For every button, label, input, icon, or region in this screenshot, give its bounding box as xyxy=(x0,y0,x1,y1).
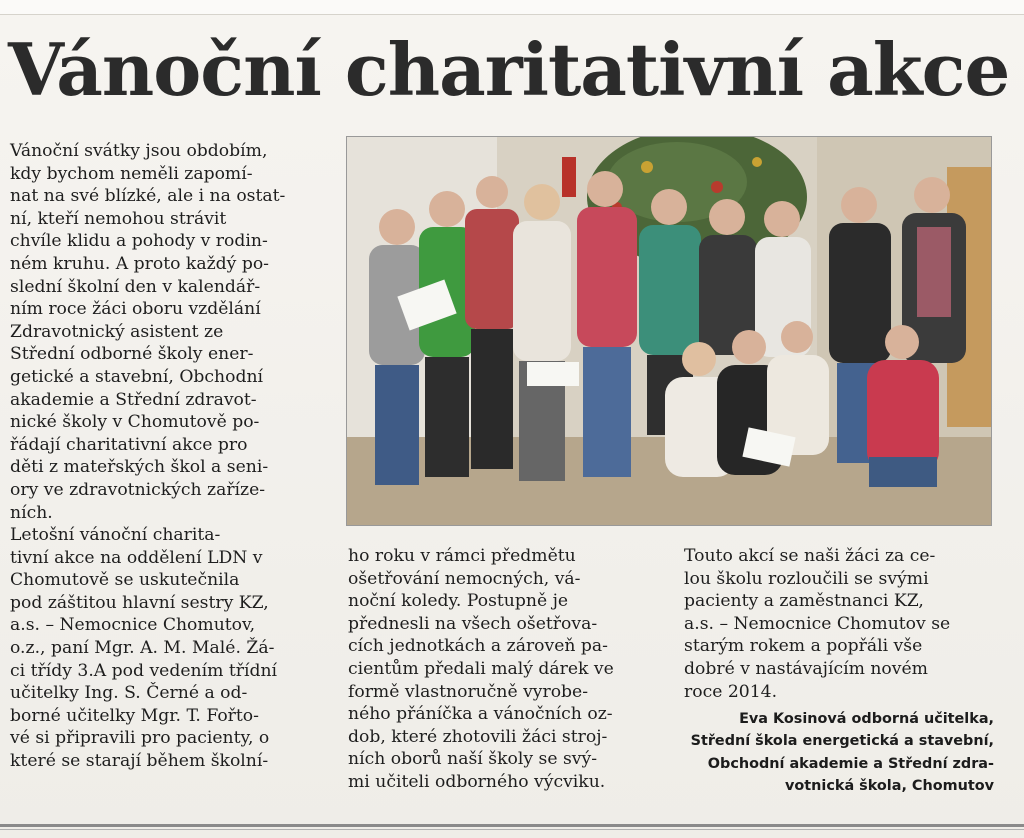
group-photo-illustration xyxy=(347,137,991,525)
top-margin xyxy=(0,0,1024,15)
article-column-2: ho roku v rámci předmětu ošetřování nemocných, vá- noční koledy. Postupně je přednesli na všech ošetřova- cích jednotkách a zároveň pa- cientům předali malý dárek ve formě vlastnoručně vyrobe- ného přáníčka a vánočních oz- dob, které zhotovili žáci stroj- ních oborů naší školy se svý- mi učiteli odborného výcviku. xyxy=(348,546,614,792)
article-signature: Eva Kosinová odborná učitelka, Střední škola energetická a stavební, Obchodní akademie a Střední zdra- votnická škola, Chomutov xyxy=(690,711,994,795)
article-column-1: Vánoční svátky jsou obdobím, kdy bychom neměli zapomí- nat na své blízké, ale i na ostat- ní, kteří nemohou strávit chvíle klidu a pohody v rodin- ném kruhu. A proto každý po- slední školní den v kalendář- ním roce žáci oboru vzdělání Zdravotnický asistent ze Střední odborné školy ener- getické a stavební, Obchodní akademie a Střední zdravot- nické školy v Chomutově po- řádají charitativní akce pro děti z mateřských škol a seni- ory ve zdravotnických zaříze- ních. Letošní vánoční charita- tivní akce na oddělení LDN v Chomutově se uskutečnila pod záštitou hlavní sestry KZ, a.s. – Nemocnice Chomutov, o.z., paní Mgr. A. M. Malé. Žá- ci třídy 3.A pod vedením třídní učitelky Ing. S. Černé a od- borné učitelky Mgr. T. Fořto- vé si připravili pro pacienty, o které se starají během školní- xyxy=(10,141,286,772)
article-headline: Vánoční charitativní akce xyxy=(8,27,1010,112)
bottom-rule xyxy=(0,824,1024,827)
bottom-rule-thin xyxy=(0,829,1024,830)
article-photo xyxy=(346,136,992,526)
article-column-3: Touto akcí se naši žáci za ce- lou školu rozloučili se svými pacienty a zaměstnanci KZ, a.s. – Nemocnice Chomutov se starým rokem a popřáli vše dobré v nastávajícím novém roce 2014. xyxy=(684,546,951,702)
